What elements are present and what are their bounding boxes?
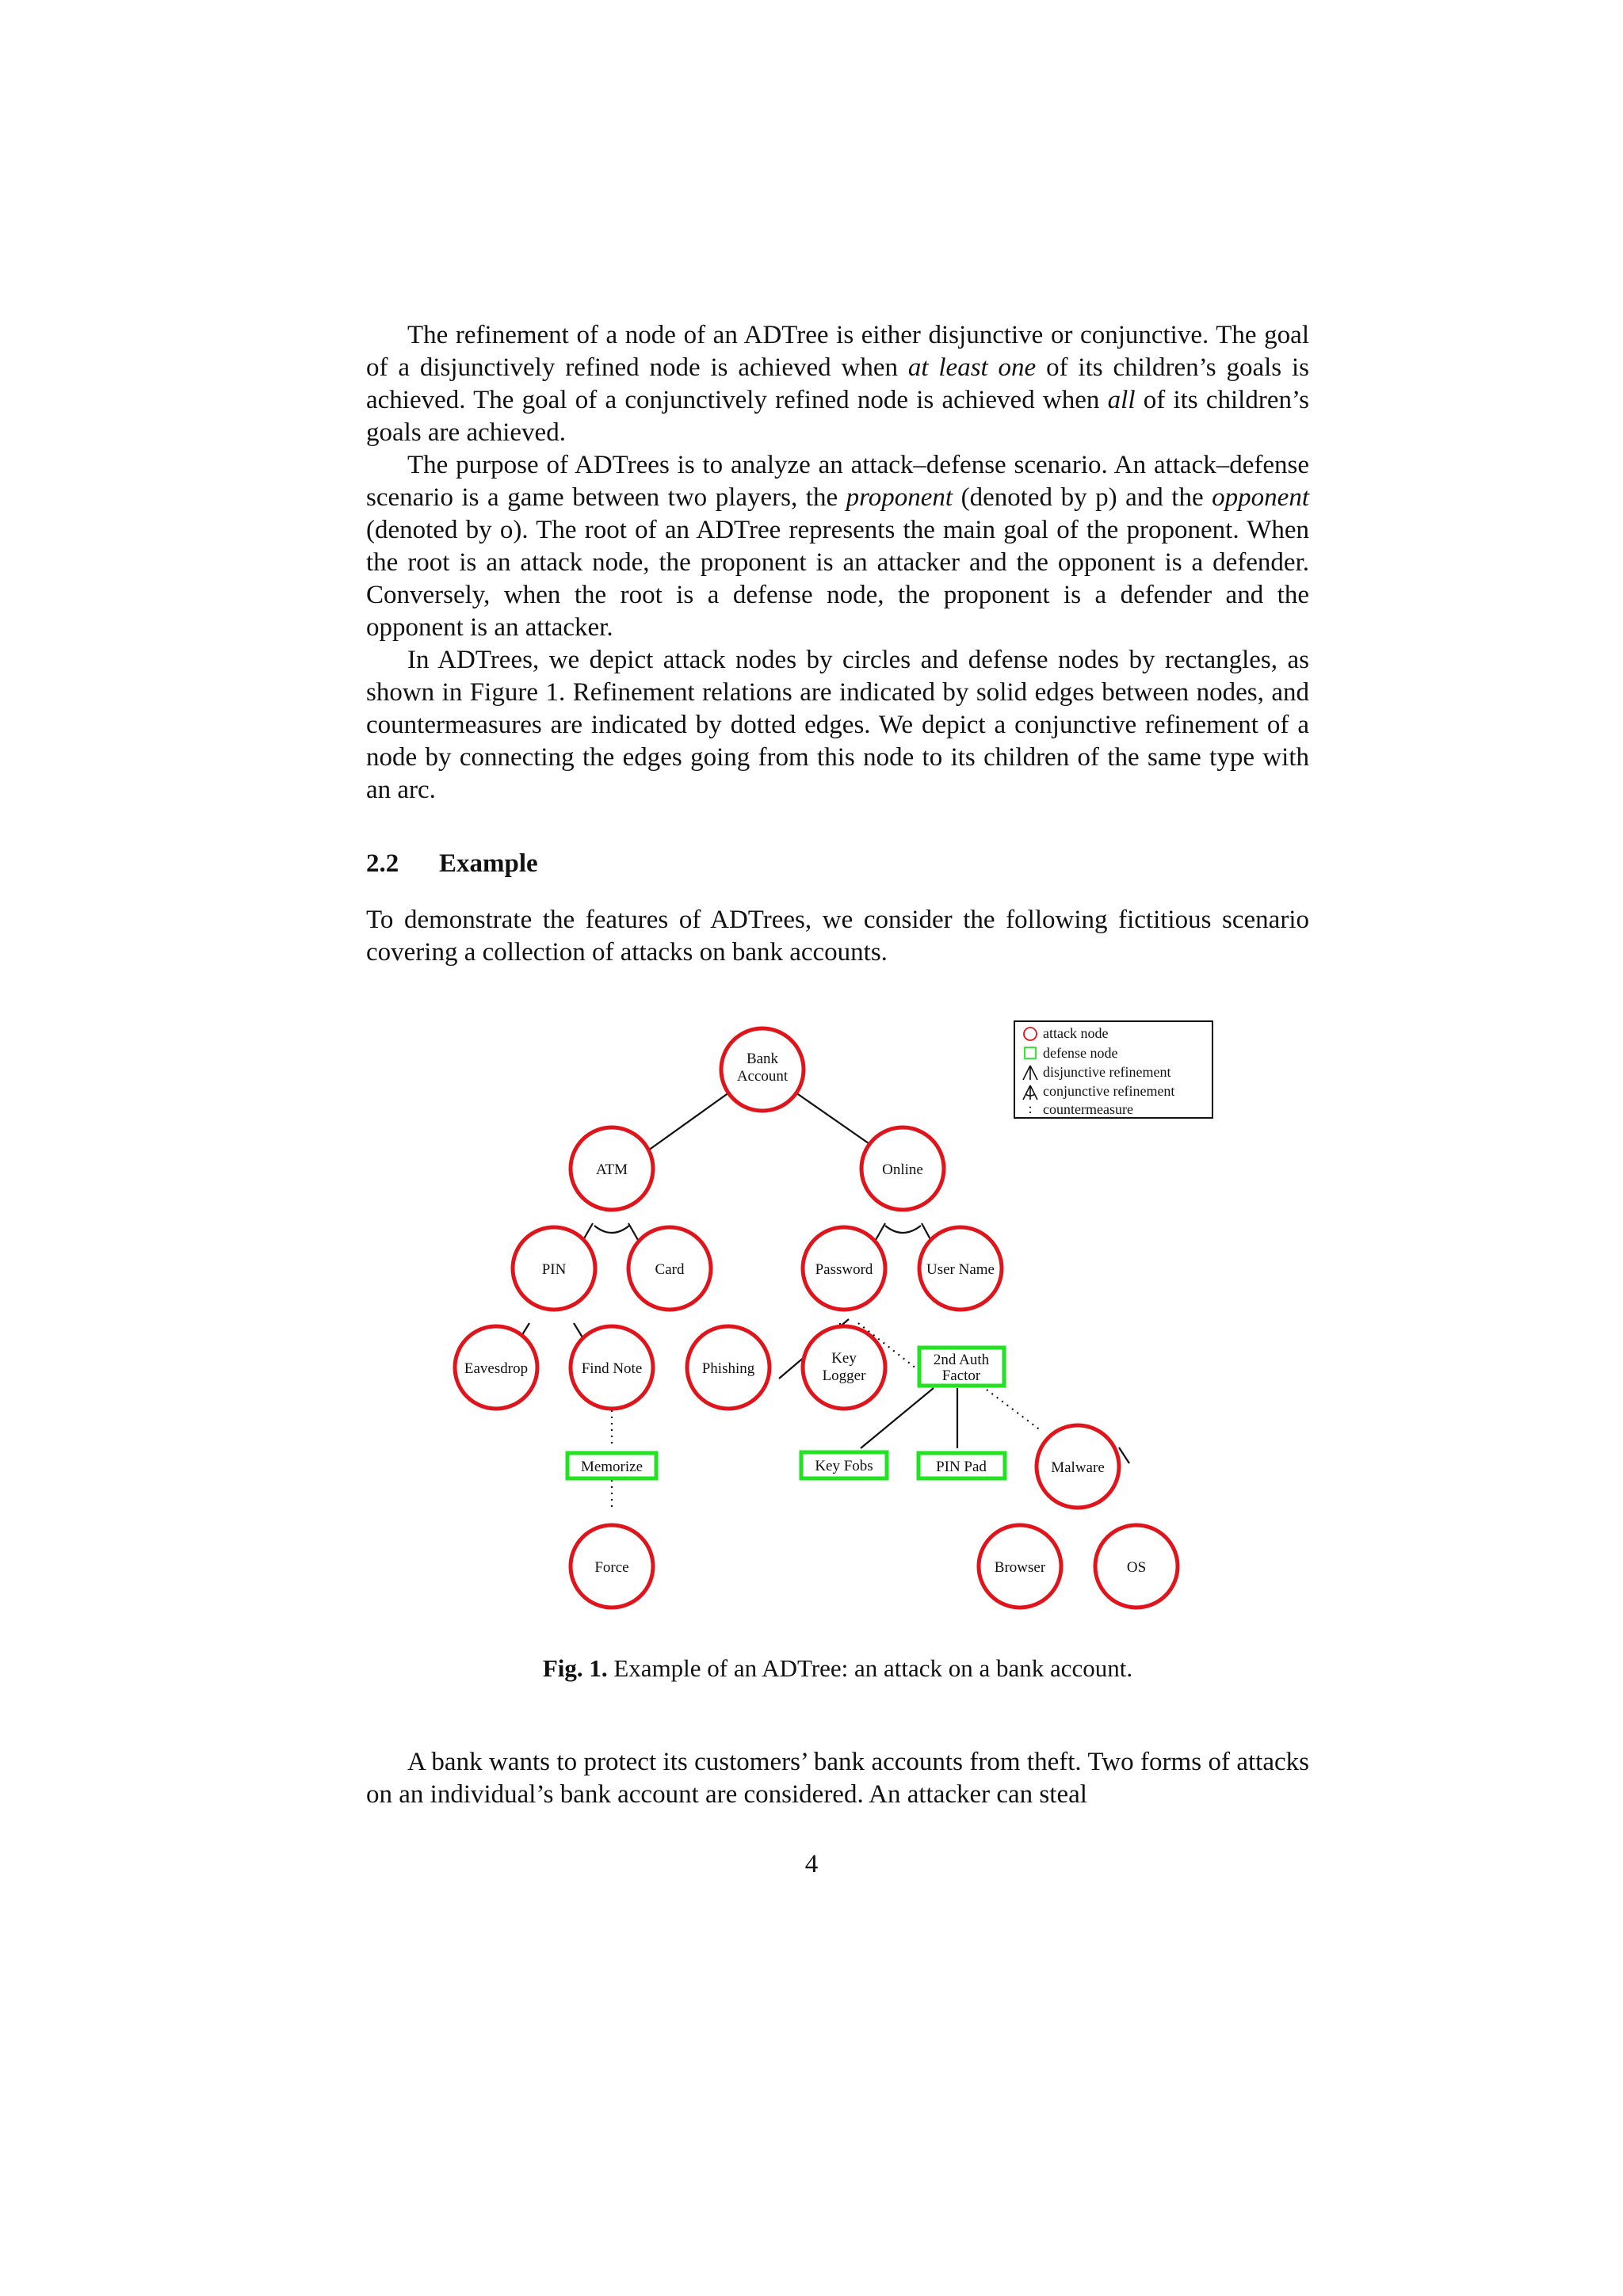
paragraph: The refinement of a node of an ADTree is either disjunctive or conjunctive. The goal of a disjunctively refined node is achieved when at least one of its children’s goals is achieved. The goal of a conjunctively refined node is achieved when all of its children’s goals are achieved. (366, 321, 1309, 447)
label-memorize: Memorize (580, 1459, 643, 1475)
legend-item-conjunctive: conjunctive refinement (1043, 1083, 1175, 1099)
label-browser: Browser (994, 1559, 1046, 1576)
label-key-logger-2: Logger (822, 1367, 866, 1384)
label-eavesdrop: Eavesdrop (464, 1360, 529, 1377)
conjunctive-arc-online (885, 1226, 921, 1233)
label-phishing: Phishing (701, 1360, 755, 1377)
label-card: Card (655, 1261, 685, 1278)
edge-pin-findnote (574, 1323, 582, 1337)
label-user-name: User Name (926, 1261, 995, 1278)
label-pin-pad: PIN Pad (936, 1459, 987, 1475)
legend (1014, 1021, 1212, 1118)
section-title: Example (439, 849, 538, 878)
label-password: Password (815, 1261, 873, 1278)
caption-label: Fig. 1. (542, 1654, 608, 1682)
label-bank-account-1: Bank (746, 1051, 779, 1067)
paragraph: A bank wants to protect its customers’ bank accounts from theft. Two forms of attacks on an individual’s bank account are considered. An attacker can steal (366, 1748, 1309, 1809)
label-key-logger-1: Key (831, 1350, 857, 1367)
label-malware: Malware (1051, 1459, 1105, 1476)
section-heading (366, 849, 538, 879)
conjunctive-arc-atm (594, 1226, 629, 1233)
edge-bank-atm (643, 1093, 729, 1154)
legend-item-attack: attack node (1043, 1025, 1109, 1041)
paragraph: The purpose of ADTrees is to analyze an attack–defense scenario. An attack–defense scenario is a game between two players, the proponent (denoted by p) and the opponent (denoted by o). The root of an ADTree represents the main goal of the proponent. When the root is an attack node, the proponent is an attacker and the opponent is a defender. Conversely, when the root is a defense node, the proponent is a defender and the opponent is an attacker. (366, 451, 1309, 642)
label-pin: PIN (541, 1261, 567, 1278)
body-text-bottom (366, 1746, 1309, 1811)
label-online: Online (882, 1161, 923, 1178)
edge-auth-malware (987, 1390, 1041, 1431)
page-number: 4 (804, 1850, 819, 1878)
legend-item-defense: defense node (1043, 1045, 1118, 1061)
paragraph: In ADTrees, we depict attack nodes by circles and defense nodes by rectangles, as shown in Figure 1. Refinement relations are indicated by solid edges between nodes, and countermeasures are indicated by dotted edges. We depict a conjunctive refinement of a node by connecting the edges going from this node to its children of the same type with an arc. (366, 646, 1309, 804)
paragraph: To demonstrate the features of ADTrees, we consider the following fictitious scenario covering a collection of attacks on bank accounts. (366, 906, 1309, 967)
caption-text: Example of an ADTree: an attack on a bank account. (613, 1654, 1133, 1682)
legend-countermeasure-icon: : (1028, 1100, 1033, 1116)
label-force: Force (594, 1559, 629, 1576)
label-atm: ATM (595, 1161, 628, 1178)
legend-item-disjunctive: disjunctive refinement (1043, 1064, 1171, 1080)
body-text-top (366, 319, 1309, 807)
label-find-note: Find Note (581, 1360, 643, 1377)
adtree-figure (444, 1018, 1236, 1644)
label-auth-factor-1: 2nd Auth (933, 1352, 990, 1368)
label-bank-account-2: Account (736, 1068, 789, 1085)
body-text-intro (366, 904, 1309, 969)
label-key-fobs: Key Fobs (815, 1458, 873, 1474)
label-auth-factor-2: Factor (941, 1367, 981, 1384)
legend-item-countermeasure: countermeasure (1043, 1101, 1133, 1117)
figure-caption (366, 1654, 1309, 1683)
adtree-diagram (444, 1018, 1236, 1644)
label-os: OS (1126, 1559, 1147, 1576)
section-number: 2.2 (366, 849, 399, 878)
